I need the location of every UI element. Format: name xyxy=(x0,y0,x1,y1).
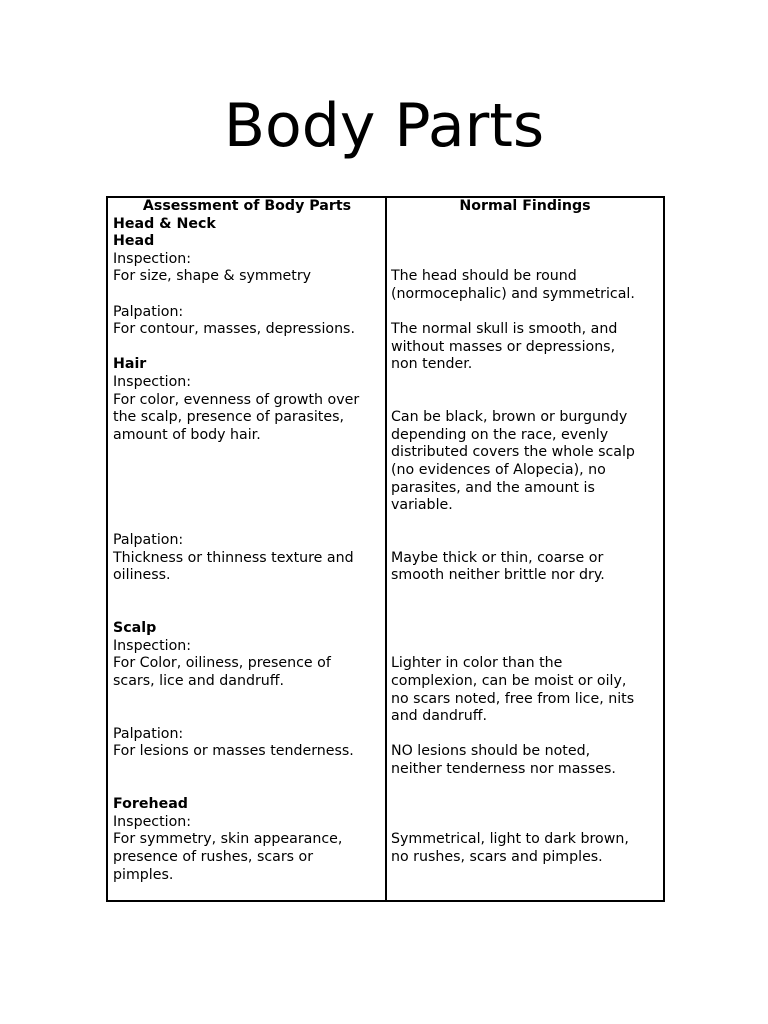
section-heading: Hair xyxy=(113,356,147,373)
assessment-text: For lesions or masses tenderness. xyxy=(113,743,354,760)
finding-text: no scars noted, free from lice, nits xyxy=(391,690,635,707)
finding-text: (no evidences of Alopecia), no xyxy=(391,461,606,478)
blank-line xyxy=(113,779,381,797)
assessment-text: the scalp, presence of parasites, xyxy=(113,409,344,426)
blank-line xyxy=(391,603,659,621)
section-heading: Head & Neck xyxy=(113,215,216,232)
finding-text: no rushes, scars and pimples. xyxy=(391,848,603,865)
section-heading: Scalp xyxy=(113,620,157,637)
blank-line xyxy=(113,444,381,462)
assessment-text: Inspection: xyxy=(113,637,192,654)
assessment-column xyxy=(113,198,381,884)
assessment-text: Inspection: xyxy=(113,813,192,830)
blank-line xyxy=(113,691,381,709)
finding-text: Maybe thick or thin, coarse or xyxy=(391,549,604,566)
findings-header: Normal Findings xyxy=(459,198,591,214)
blank-line xyxy=(113,286,381,304)
blank-line xyxy=(391,251,659,269)
blank-line xyxy=(391,726,659,744)
finding-text: (normocephalic) and symmetrical. xyxy=(391,285,635,302)
assessment-text: oiliness. xyxy=(113,567,171,584)
finding-text: without masses or depressions, xyxy=(391,338,616,355)
finding-text: Can be black, brown or burgundy xyxy=(391,409,628,426)
page-title: Body Parts xyxy=(223,91,545,161)
assessment-text: Palpation: xyxy=(113,303,184,320)
assessment-table xyxy=(106,196,665,902)
blank-line xyxy=(391,585,659,603)
assessment-text: Palpation: xyxy=(113,532,184,549)
assessment-text: For size, shape & symmetry xyxy=(113,268,312,285)
column-divider xyxy=(385,198,387,900)
blank-line xyxy=(391,638,659,656)
assessment-text: For symmetry, skin appearance, xyxy=(113,831,343,848)
finding-text: NO lesions should be noted, xyxy=(391,743,591,760)
assessment-text: For color, evenness of growth over xyxy=(113,391,360,408)
blank-line xyxy=(391,532,659,550)
blank-line xyxy=(113,480,381,498)
blank-line xyxy=(113,515,381,533)
finding-text: The head should be round xyxy=(391,268,577,285)
blank-line xyxy=(391,392,659,410)
blank-line xyxy=(113,708,381,726)
blank-line xyxy=(391,374,659,392)
blank-line xyxy=(391,216,659,234)
blank-line xyxy=(113,603,381,621)
finding-text: Symmetrical, light to dark brown, xyxy=(391,831,629,848)
section-heading: Forehead xyxy=(113,796,188,813)
findings-column xyxy=(391,198,659,867)
finding-text: variable. xyxy=(391,497,453,514)
finding-text: depending on the race, evenly xyxy=(391,426,609,443)
assessment-text: Palpation: xyxy=(113,725,184,742)
assessment-header: Assessment of Body Parts xyxy=(142,198,352,214)
finding-text: The normal skull is smooth, and xyxy=(391,321,618,338)
finding-text: complexion, can be moist or oily, xyxy=(391,673,627,690)
section-heading: Head xyxy=(113,233,155,250)
assessment-lines xyxy=(113,216,381,885)
blank-line xyxy=(391,233,659,251)
finding-text: distributed covers the whole scalp xyxy=(391,444,635,461)
findings-lines xyxy=(391,216,659,867)
blank-line xyxy=(391,515,659,533)
blank-line xyxy=(113,497,381,515)
finding-text: parasites, and the amount is xyxy=(391,479,595,496)
blank-line xyxy=(113,585,381,603)
blank-line xyxy=(391,779,659,797)
assessment-text: For contour, masses, depressions. xyxy=(113,321,355,338)
finding-text: smooth neither brittle nor dry. xyxy=(391,567,605,584)
assessment-text: presence of rushes, scars or xyxy=(113,848,314,865)
assessment-text: scars, lice and dandruff. xyxy=(113,673,285,690)
assessment-text: amount of body hair. xyxy=(113,426,261,443)
blank-line xyxy=(113,761,381,779)
blank-line xyxy=(391,620,659,638)
finding-text: neither tenderness nor masses. xyxy=(391,761,616,777)
finding-text: Lighter in color than the xyxy=(391,655,563,672)
finding-text: non tender. xyxy=(391,356,473,373)
blank-line xyxy=(391,796,659,814)
blank-line xyxy=(113,462,381,480)
assessment-text: pimples. xyxy=(113,866,174,883)
blank-line xyxy=(113,339,381,357)
blank-line xyxy=(391,814,659,832)
assessment-text: Inspection: xyxy=(113,250,192,267)
assessment-text: For Color, oiliness, presence of xyxy=(113,655,331,672)
assessment-text: Thickness or thinness texture and xyxy=(113,549,354,566)
finding-text: and dandruff. xyxy=(391,708,488,725)
assessment-text: Inspection: xyxy=(113,373,192,390)
blank-line xyxy=(391,304,659,322)
